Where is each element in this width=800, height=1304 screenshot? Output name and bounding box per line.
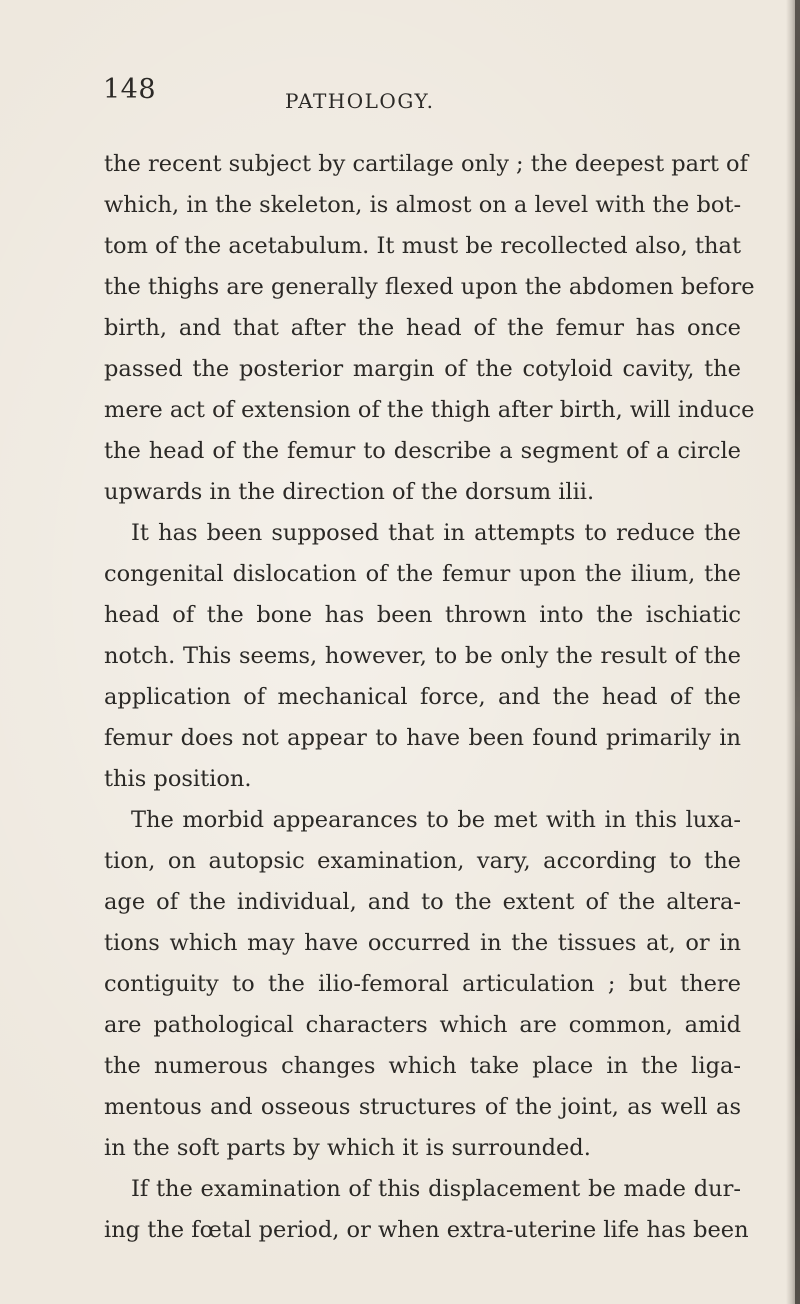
- paragraph-first-line: It has been supposed that in attempts to reduce the: [131, 520, 741, 546]
- text-line: mentous and osseous structures of the joint, as well as: [104, 1094, 741, 1120]
- text-line: the numerous changes which take place in the liga-: [104, 1053, 741, 1079]
- text-line: this position.: [104, 766, 252, 792]
- text-line: ing the fœtal period, or when extra-uterine life has been: [104, 1217, 749, 1243]
- page-number: 148: [103, 74, 157, 105]
- text-line: which, in the skeleton, is almost on a level with the bot-: [104, 192, 742, 218]
- page-edge: [795, 0, 800, 1304]
- text-line: the head of the femur to describe a segment of a circle: [104, 438, 741, 464]
- text-line: tom of the acetabulum. It must be recollected also, that: [104, 233, 741, 259]
- text-line: upwards in the direction of the dorsum ilii.: [104, 479, 595, 505]
- text-line: head of the bone has been thrown into the ischiatic: [104, 602, 741, 628]
- text-line: the thighs are generally flexed upon the abdomen before: [104, 274, 755, 300]
- paragraph-first-line: The morbid appearances to be met with in this luxa-: [131, 807, 741, 833]
- text-line: are pathological characters which are common, amid: [104, 1012, 741, 1038]
- text-line: congenital dislocation of the femur upon the ilium, the: [104, 561, 741, 587]
- text-line: contiguity to the ilio-femoral articulation ; but there: [104, 971, 741, 997]
- text-line: application of mechanical force, and the head of the: [104, 684, 741, 710]
- text-line: notch. This seems, however, to be only the result of the: [104, 643, 741, 669]
- text-line: passed the posterior margin of the cotyloid cavity, the: [104, 356, 741, 382]
- text-line: birth, and that after the head of the femur has once: [104, 315, 741, 341]
- running-title: PATHOLOGY.: [285, 89, 435, 113]
- text-line: mere act of extension of the thigh after birth, will induce: [104, 397, 755, 423]
- text-line: tions which may have occurred in the tissues at, or in: [104, 930, 741, 956]
- text-line: the recent subject by cartilage only ; the deepest part of: [104, 151, 748, 177]
- text-line: tion, on autopsic examination, vary, according to the: [104, 848, 741, 874]
- text-line: femur does not appear to have been found primarily in: [104, 725, 741, 751]
- text-line: age of the individual, and to the extent of the altera-: [104, 889, 741, 915]
- paragraph-first-line: If the examination of this displacement be made dur-: [131, 1176, 741, 1202]
- text-line: in the soft parts by which it is surrounded.: [104, 1135, 591, 1161]
